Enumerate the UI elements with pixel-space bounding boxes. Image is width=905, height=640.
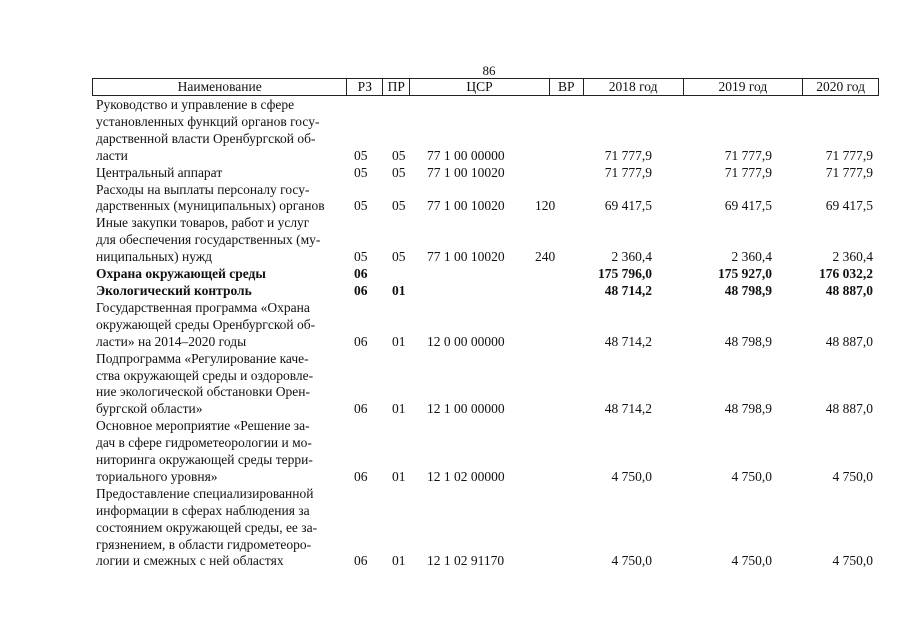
row-name-line: состоянием окружающей среды, ее за- bbox=[96, 519, 318, 535]
header-pr: ПР bbox=[383, 79, 410, 95]
row-2020: 176 032,2 bbox=[819, 266, 873, 282]
row-2019: 48 798,9 bbox=[724, 401, 772, 417]
row-values bbox=[92, 553, 879, 570]
row-name-line: Охрана окружающей среды bbox=[96, 266, 266, 282]
row-2019: 4 750,0 bbox=[731, 553, 772, 569]
row-2019: 4 750,0 bbox=[731, 468, 772, 484]
table-row bbox=[92, 182, 879, 216]
row-name-line: логии и смежных с ней областях bbox=[96, 553, 284, 569]
header-2020: 2020 год bbox=[816, 79, 865, 94]
row-name-line: ториального уровня» bbox=[96, 468, 218, 484]
table-row bbox=[92, 215, 879, 266]
table-row bbox=[92, 97, 879, 165]
row-name-line: Расходы на выплаты персоналу госу- bbox=[96, 181, 310, 197]
row-2018: 48 714,2 bbox=[604, 282, 652, 298]
row-2018: 71 777,9 bbox=[604, 164, 652, 180]
row-values bbox=[92, 165, 879, 182]
row-2019: 71 777,9 bbox=[724, 164, 772, 180]
row-2020: 48 887,0 bbox=[825, 333, 873, 349]
table-row bbox=[92, 165, 879, 182]
row-name-line: Иные закупки товаров, работ и услуг bbox=[96, 215, 310, 231]
row-rz: 06 bbox=[354, 333, 368, 349]
row-values bbox=[92, 198, 879, 215]
row-name-line: Экологический контроль bbox=[96, 282, 252, 298]
row-csr: 77 1 00 00000 bbox=[427, 147, 505, 163]
row-name-line: Подпрограмма «Регулирование каче- bbox=[96, 350, 309, 366]
row-2018: 48 714,2 bbox=[604, 333, 652, 349]
row-2018: 2 360,4 bbox=[611, 249, 652, 265]
row-2018: 175 796,0 bbox=[598, 266, 652, 282]
table-row bbox=[92, 300, 879, 351]
row-values bbox=[92, 334, 879, 351]
row-2018: 4 750,0 bbox=[611, 468, 652, 484]
row-name-line: окружающей среды Оренбургской об- bbox=[96, 316, 316, 332]
header-2018: 2018 год bbox=[584, 79, 684, 95]
row-csr: 77 1 00 10020 bbox=[427, 249, 505, 265]
row-name-line: Центральный аппарат bbox=[96, 164, 223, 180]
row-pr: 05 bbox=[392, 147, 406, 163]
row-2019: 48 798,9 bbox=[724, 282, 772, 298]
header-name: Наименование bbox=[93, 79, 347, 95]
row-csr: 12 1 00 00000 bbox=[427, 401, 505, 417]
row-name-line: Основное мероприятие «Решение за- bbox=[96, 418, 310, 434]
row-2018: 48 714,2 bbox=[604, 401, 652, 417]
row-pr: 05 bbox=[392, 249, 406, 265]
row-name-line: ние экологической обстановки Орен- bbox=[96, 384, 311, 400]
row-rz: 06 bbox=[354, 282, 368, 298]
row-name-line: для обеспечения государственных (му- bbox=[96, 232, 321, 248]
header-vr: ВР bbox=[550, 79, 584, 95]
row-2019: 2 360,4 bbox=[731, 249, 772, 265]
row-values bbox=[92, 401, 879, 418]
row-pr: 01 bbox=[392, 553, 406, 569]
table-row bbox=[92, 418, 879, 486]
row-csr: 12 1 02 91170 bbox=[427, 553, 505, 569]
row-2020: 48 887,0 bbox=[825, 282, 873, 298]
row-values bbox=[92, 469, 879, 486]
table-body bbox=[92, 97, 879, 570]
row-csr: 12 1 02 00000 bbox=[427, 468, 505, 484]
row-pr: 01 bbox=[392, 282, 406, 298]
row-2020: 4 750,0 bbox=[832, 553, 873, 569]
header-2019: 2019 год bbox=[684, 79, 804, 95]
row-csr: 77 1 00 10020 bbox=[427, 164, 505, 180]
row-csr: 77 1 00 10020 bbox=[427, 198, 505, 214]
row-rz: 05 bbox=[354, 164, 368, 180]
row-rz: 06 bbox=[354, 266, 368, 282]
row-2019: 175 927,0 bbox=[718, 266, 772, 282]
row-name-line: дарственных (муниципальных) органов bbox=[96, 198, 325, 214]
table-row bbox=[92, 266, 879, 283]
row-name-line: информации в сферах наблюдения за bbox=[96, 502, 310, 518]
table-row bbox=[92, 283, 879, 300]
row-values bbox=[92, 266, 879, 283]
row-rz: 05 bbox=[354, 147, 368, 163]
row-name-line: ласти bbox=[96, 147, 128, 163]
row-name-line: Руководство и управление в сфере bbox=[96, 97, 295, 112]
row-name-line: Предоставление специализированной bbox=[96, 485, 314, 501]
row-pr: 01 bbox=[392, 401, 406, 417]
row-2018: 69 417,5 bbox=[604, 198, 652, 214]
row-name-line: Государственная программа «Охрана bbox=[96, 299, 310, 315]
row-rz: 06 bbox=[354, 468, 368, 484]
row-name-line: грязнением, в области гидрометеоро- bbox=[96, 536, 312, 552]
row-2019: 71 777,9 bbox=[724, 147, 772, 163]
row-csr: 12 0 00 00000 bbox=[427, 333, 505, 349]
row-2020: 69 417,5 bbox=[825, 198, 873, 214]
row-rz: 05 bbox=[354, 198, 368, 214]
page-number: 86 bbox=[482, 63, 496, 78]
table-row bbox=[92, 486, 879, 571]
row-2018: 4 750,0 bbox=[611, 553, 652, 569]
row-rz: 06 bbox=[354, 553, 368, 569]
row-name-line: бургской области» bbox=[96, 401, 203, 417]
row-values bbox=[92, 148, 879, 165]
row-name-line: ниторинга окружающей среды терри- bbox=[96, 452, 313, 468]
row-values bbox=[92, 249, 879, 266]
row-2020: 4 750,0 bbox=[832, 468, 873, 484]
table-row bbox=[92, 351, 879, 419]
row-2020: 71 777,9 bbox=[825, 164, 873, 180]
table-header bbox=[92, 78, 879, 96]
row-name-line: дарственной власти Оренбургской об- bbox=[96, 130, 316, 146]
row-rz: 05 bbox=[354, 249, 368, 265]
row-name-line: дач в сфере гидрометеорологии и мо- bbox=[96, 435, 312, 451]
row-rz: 06 bbox=[354, 401, 368, 417]
header-rz: РЗ bbox=[347, 79, 383, 95]
row-pr: 05 bbox=[392, 198, 406, 214]
row-name-line: ниципальных) нужд bbox=[96, 249, 213, 265]
row-values bbox=[92, 283, 879, 300]
row-2018: 71 777,9 bbox=[604, 147, 652, 163]
row-name-line: ства окружающей среды и оздоровле- bbox=[96, 367, 314, 383]
row-2019: 48 798,9 bbox=[724, 333, 772, 349]
row-pr: 01 bbox=[392, 468, 406, 484]
row-2019: 69 417,5 bbox=[724, 198, 772, 214]
row-name-line: установленных функций органов госу- bbox=[96, 113, 320, 129]
row-2020: 71 777,9 bbox=[825, 147, 873, 163]
row-vr: 120 bbox=[535, 198, 556, 214]
row-name-line: ласти» на 2014–2020 годы bbox=[96, 333, 247, 349]
row-vr: 240 bbox=[535, 249, 556, 265]
row-2020: 48 887,0 bbox=[825, 401, 873, 417]
header-csr: ЦСР bbox=[410, 79, 550, 95]
row-pr: 01 bbox=[392, 333, 406, 349]
row-2020: 2 360,4 bbox=[832, 249, 873, 265]
row-pr: 05 bbox=[392, 164, 406, 180]
